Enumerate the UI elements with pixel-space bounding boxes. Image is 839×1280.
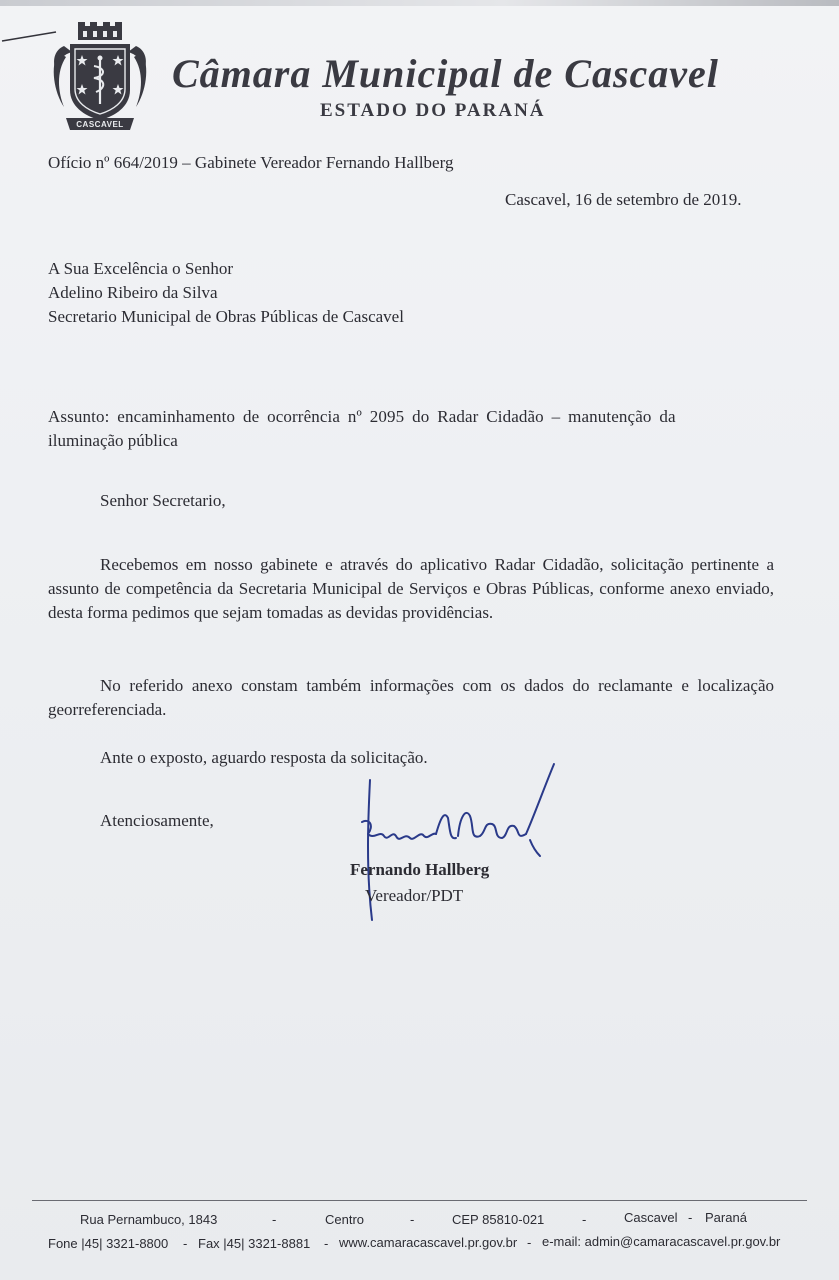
footer-divider bbox=[32, 1200, 807, 1201]
subject-line-continuation: iluminação pública bbox=[48, 431, 178, 450]
paper-top-edge bbox=[0, 0, 839, 6]
subject-line: Assunto: encaminhamento de ocorrência nº 2095 do Radar Cidadão – manutenção da bbox=[48, 407, 676, 426]
crest-ribbon-label: CASCAVEL bbox=[76, 120, 124, 129]
recipient-name: Adelino Ribeiro da Silva bbox=[48, 283, 218, 302]
footer-separator: - bbox=[527, 1235, 532, 1250]
signer-name: Fernando Hallberg bbox=[350, 860, 490, 879]
footer-separator: - bbox=[688, 1210, 693, 1225]
recipient-title: Secretario Municipal de Obras Públicas de Cascavel bbox=[48, 307, 404, 326]
body-paragraph-3: Ante o exposto, aguardo resposta da solicitação. bbox=[100, 748, 428, 767]
footer-email: e-mail: admin@camaracascavel.pr.gov.br bbox=[542, 1234, 781, 1249]
signer-title: Vereador/PDT bbox=[365, 886, 464, 905]
municipal-crest-logo bbox=[50, 22, 150, 132]
footer-postal-code: CEP 85810-021 bbox=[452, 1212, 545, 1227]
footer-website: www.camaracascavel.pr.gov.br bbox=[339, 1235, 518, 1250]
place-date: Cascavel, 16 de setembro de 2019. bbox=[505, 190, 742, 209]
state-name: ESTADO DO PARANÁ bbox=[320, 100, 546, 121]
footer-state: Paraná bbox=[705, 1210, 747, 1225]
footer-phone: Fone |45| 3321-8800 bbox=[48, 1236, 169, 1251]
footer-separator: - bbox=[272, 1212, 277, 1227]
salutation: Senhor Secretario, bbox=[100, 491, 226, 510]
letter-reference: Ofício nº 664/2019 – Gabinete Vereador Fernando Hallberg bbox=[48, 153, 454, 172]
recipient-line: A Sua Excelência o Senhor bbox=[48, 259, 234, 278]
footer-street: Rua Pernambuco, 1843 bbox=[80, 1212, 218, 1227]
institution-name: Câmara Municipal de Cascavel bbox=[172, 51, 719, 96]
footer-separator: - bbox=[582, 1212, 587, 1227]
footer-separator: - bbox=[324, 1236, 329, 1251]
body-paragraph-1: Recebemos em nosso gabinete e através do aplicativo Radar Cidadão, solicitação pertinente a assunto de competência da Secretaria Municipal de Serviços e Obras Públicas, conforme anexo enviado, desta forma pedimos que sejam tomadas as devidas providências. bbox=[48, 555, 774, 622]
footer-separator: - bbox=[183, 1236, 188, 1251]
footer-city: Cascavel bbox=[624, 1210, 678, 1225]
footer-fax: Fax |45| 3321-8881 bbox=[198, 1236, 311, 1251]
closing: Atenciosamente, bbox=[100, 811, 214, 830]
body-paragraph-2: No referido anexo constam também informações com os dados do reclamante e localização georreferenciada. bbox=[48, 676, 774, 719]
footer-district: Centro bbox=[325, 1212, 365, 1227]
footer-separator: - bbox=[410, 1212, 415, 1227]
